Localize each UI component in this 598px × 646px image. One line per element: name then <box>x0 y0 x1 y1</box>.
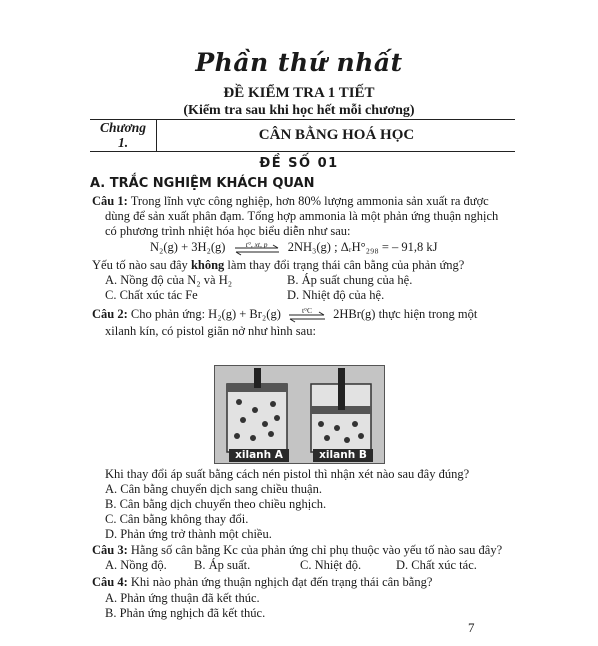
figure-label-b: xilanh B <box>313 449 373 462</box>
q2-option-a[interactable]: A. Cân bằng chuyển dịch sang chiều thuận. <box>105 482 322 496</box>
q4-line1 <box>92 575 432 590</box>
chapter-label-line1: Chương <box>99 120 147 135</box>
q4-option-a[interactable]: A. Phản ứng thuận đã kết thúc. <box>105 591 260 605</box>
q1-option-c[interactable]: C. Chất xúc tác Fe <box>105 288 198 302</box>
q1-prompt-bold: không <box>190 258 225 272</box>
q1-label: Câu 1: <box>92 194 128 208</box>
figure-label-a: xilanh A <box>229 449 289 462</box>
cylinder-figure <box>214 365 385 464</box>
q2-line1-post: 2HBr(g) thực hiện trong một <box>333 307 478 321</box>
q1-prompt-pre: Yếu tố nào sau đây <box>92 258 188 272</box>
q4-option-b[interactable]: B. Phản ứng nghịch đã kết thúc. <box>105 606 266 620</box>
q1-option-d[interactable]: D. Nhiệt độ của hệ. <box>287 288 385 302</box>
q1-eq-right: 2NH₃(g) ; ΔᵣH°₂₉₈ = – 91,8 kJ <box>287 240 438 254</box>
q1-eq-left: N₂(g) + 3H₂(g) <box>150 240 226 254</box>
q1-option-b[interactable]: B. Áp suất chung của hệ. <box>287 273 413 287</box>
part-title: Phần thứ nhất <box>195 48 403 77</box>
q3-option-a[interactable]: A. Nồng độ. <box>105 558 167 572</box>
q2-line1-pre: Cho phản ứng: H₂(g) + Br₂(g) <box>130 307 281 321</box>
q1-prompt <box>92 258 464 273</box>
q2-option-c[interactable]: C. Cân bằng không thay đổi. <box>105 512 249 526</box>
q1-text-line2: dùng để sản xuất phân đạm. Tổng hợp ammonia là một phản ứng thuận nghịch <box>105 209 499 223</box>
q2-option-d[interactable]: D. Phản ứng trở thành một chiều. <box>105 527 272 541</box>
page-number: 7 <box>468 620 475 635</box>
q2-line1 <box>92 307 477 322</box>
q2-label: Câu 2: <box>92 307 128 321</box>
q2-option-b[interactable]: B. Cân bằng dịch chuyển theo chiều nghịch. <box>105 497 327 511</box>
q1-text-line3: có phương trình nhiệt hóa học biểu diễn như sau: <box>105 224 351 238</box>
q3-option-b[interactable]: B. Áp suất. <box>194 558 251 572</box>
q3-option-c[interactable]: C. Nhiệt độ. <box>300 558 362 572</box>
q1-equation <box>150 240 438 255</box>
q4-label: Câu 4: <box>92 575 128 589</box>
q2-eq-arrow <box>287 308 327 322</box>
q1-line1 <box>92 194 489 209</box>
q2-eq-condition: t°C <box>301 306 313 316</box>
equilibrium-arrow-icon <box>233 243 281 257</box>
exam-number: ĐỀ SỐ 01 <box>259 156 339 171</box>
q1-prompt-post: làm thay đổi trạng thái cân bằng của phản ứng? <box>227 258 465 272</box>
q2-text-line2: xilanh kín, có pistol giãn nở như hình sau: <box>105 324 316 338</box>
chapter-header-box <box>90 119 515 152</box>
q3-option-d[interactable]: D. Chất xúc tác. <box>396 558 477 572</box>
section-a-heading: A. TRẮC NGHIỆM KHÁCH QUAN <box>90 176 315 191</box>
exam-subtitle: (Kiểm tra sau khi học hết mỗi chương) <box>183 103 415 118</box>
q3-label: Câu 3: <box>92 543 128 557</box>
q4-text: Khi nào phản ứng thuận nghịch đạt đến trạng thái cân bằng? <box>130 575 433 589</box>
q3-text: Hằng số cân bằng Kc của phản ứng chỉ phụ thuộc vào yếu tố nào sau đây? <box>130 543 503 557</box>
equilibrium-arrow-icon <box>287 310 327 324</box>
chapter-label <box>90 120 157 151</box>
chapter-label-line2: 1. <box>117 135 129 150</box>
chapter-name: CÂN BẰNG HOÁ HỌC <box>258 127 415 143</box>
exam-title: ĐỀ KIỂM TRA 1 TIẾT <box>223 85 375 101</box>
q1-eq-condition: t°, xt, p <box>245 240 268 250</box>
q2-prompt: Khi thay đổi áp suất bằng cách nén pistol thì nhận xét nào sau đây đúng? <box>105 467 470 481</box>
q3-line1 <box>92 543 502 558</box>
q1-eq-arrow <box>233 241 281 255</box>
q1-text-line1: Trong lĩnh vực công nghiệp, hơn 80% lượng ammonia sản xuất ra được <box>130 194 489 208</box>
q1-option-a[interactable]: A. Nồng độ của N₂ và H₂ <box>105 273 233 287</box>
